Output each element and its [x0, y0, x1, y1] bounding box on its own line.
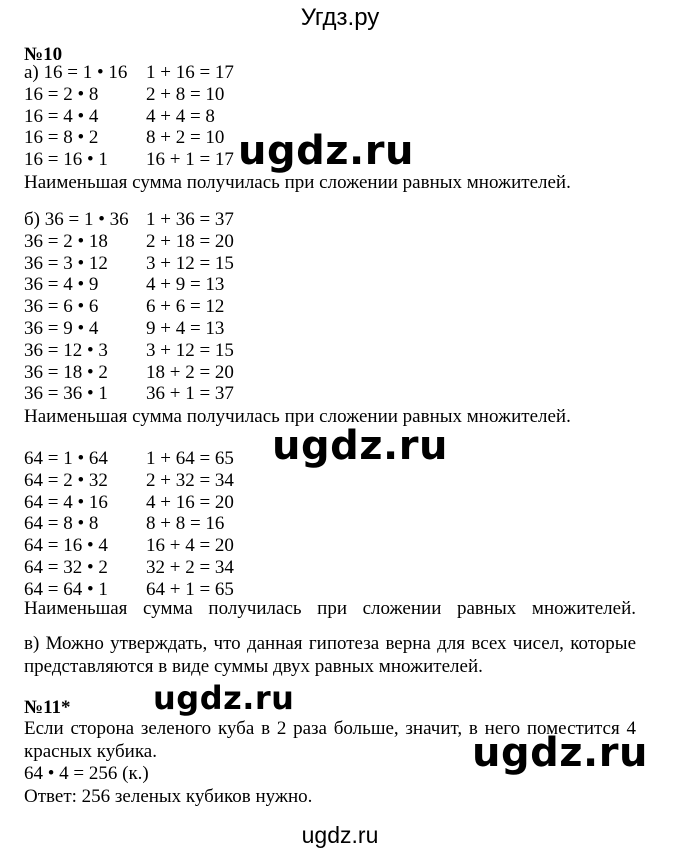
- task-10b-sum: 3 + 12 = 15: [146, 339, 234, 361]
- task-10v-line-1: в) Можно утверждать, что данная гипотеза верна для всех чисел, которые: [24, 633, 636, 654]
- task-10b-product: 36 = 3 • 12: [24, 252, 108, 274]
- task-10b-product: б) 36 = 1 • 36: [24, 209, 129, 230]
- task-10b-row: [24, 274, 234, 296]
- task-10c-conclusion-text: Наименьшая сумма получилась при сложении равных множителей.: [24, 598, 636, 619]
- watermark-1: ugdz.ru: [238, 128, 414, 174]
- task-10b-sum: 4 + 9 = 13: [146, 274, 225, 296]
- task-10a-equations: [24, 62, 234, 171]
- task-10b-row: [24, 362, 234, 384]
- task-10a-product: 16 = 16 • 1: [24, 149, 108, 171]
- task-10a-row: [24, 149, 234, 171]
- task-10b-product: 36 = 2 • 18: [24, 230, 108, 252]
- task-10a-sum: 16 + 1 = 17: [146, 149, 234, 171]
- task-10b-sum: 1 + 36 = 37: [146, 209, 234, 230]
- task-10c-product: 64 = 8 • 8: [24, 513, 99, 535]
- task-10a-row: [24, 106, 234, 128]
- task-10a-conclusion: Наименьшая сумма получилась при сложении равных множителей.: [24, 172, 571, 193]
- task-10b-sum: 6 + 6 = 12: [146, 296, 225, 318]
- task-10a-product: 16 = 8 • 2: [24, 127, 99, 149]
- task-10b-row: [24, 209, 234, 231]
- task-10c-equations: [24, 448, 234, 601]
- task-10c-row: [24, 448, 234, 470]
- task-10b-product: 36 = 12 • 3: [24, 339, 108, 361]
- task-10c-sum: 64 + 1 = 65: [146, 578, 234, 600]
- task-10b-product: 36 = 4 • 9: [24, 274, 99, 296]
- task-10b-row: [24, 340, 234, 362]
- task-10c-product: 64 = 4 • 16: [24, 491, 108, 513]
- task-10b-product: 36 = 18 • 2: [24, 361, 108, 383]
- task-10c-row: [24, 513, 234, 535]
- watermark-3: ugdz.ru: [153, 679, 295, 717]
- task-10c-sum: 32 + 2 = 34: [146, 556, 234, 578]
- task-10b-product: 36 = 6 • 6: [24, 296, 99, 318]
- footer-site-name: ugdz.ru: [301, 822, 379, 848]
- task-10b-sum: 36 + 1 = 37: [146, 383, 234, 405]
- task-10c-product: 64 = 16 • 4: [24, 535, 108, 557]
- task-10a-sum: 4 + 4 = 8: [146, 105, 215, 127]
- task-10a-row: [24, 84, 234, 106]
- task-10c-row: [24, 470, 234, 492]
- task-10b-row: [24, 253, 234, 275]
- watermark-4: ugdz.ru: [472, 730, 648, 776]
- task-10c-row: [24, 557, 234, 579]
- site-title: Угдз.ру: [300, 4, 380, 31]
- task-10b-sum: 9 + 4 = 13: [146, 317, 225, 339]
- task-10c-sum: 16 + 4 = 20: [146, 535, 234, 557]
- task-10c-product: 64 = 1 • 64: [24, 448, 108, 469]
- task-11-line-2: красных кубика.: [24, 740, 157, 762]
- task-10a-sum: 2 + 8 = 10: [146, 83, 225, 105]
- task-10c-product: 64 = 2 • 32: [24, 469, 108, 491]
- task-10c-sum: 2 + 32 = 34: [146, 469, 234, 491]
- task-10b-row: [24, 296, 234, 318]
- task-10c-sum: 8 + 8 = 16: [146, 513, 225, 535]
- task-10b-equations: [24, 209, 234, 405]
- task-10b-product: 36 = 9 • 4: [24, 317, 99, 339]
- task-10c-sum: 1 + 64 = 65: [146, 448, 234, 469]
- task-10b-sum: 3 + 12 = 15: [146, 252, 234, 274]
- task-10a-product: 16 = 2 • 8: [24, 83, 99, 105]
- task-10c-row: [24, 535, 234, 557]
- task-11-line-1: Если сторона зеленого куба в 2 раза больше, значит, в него поместится 4: [24, 718, 636, 739]
- watermark-2: ugdz.ru: [272, 423, 448, 469]
- task-10b-sum: 18 + 2 = 20: [146, 361, 234, 383]
- task-10-heading: №10: [24, 44, 63, 65]
- task-11-answer: Ответ: 256 зеленых кубиков нужно.: [24, 786, 313, 807]
- task-10c-conclusion: [24, 598, 636, 621]
- task-10v-line-2: представляются в виде суммы двух равных множителей.: [24, 655, 483, 677]
- task-10c-product: 64 = 64 • 1: [24, 578, 108, 600]
- task-10c-product: 64 = 32 • 2: [24, 556, 108, 578]
- task-10b-sum: 2 + 18 = 20: [146, 230, 234, 252]
- task-10v-paragraph: [24, 633, 636, 678]
- task-10b-row: [24, 231, 234, 253]
- task-10c-sum: 4 + 16 = 20: [146, 491, 234, 513]
- task-10a-sum: 8 + 2 = 10: [146, 127, 225, 149]
- task-10a-row: [24, 62, 234, 84]
- task-10b-row: [24, 318, 234, 340]
- task-10a-row: [24, 127, 234, 149]
- task-10c-row: [24, 492, 234, 514]
- task-10b-row: [24, 383, 234, 405]
- task-11-heading: №11*: [24, 697, 71, 718]
- task-10a-product: 16 = 4 • 4: [24, 105, 99, 127]
- task-10b-product: 36 = 36 • 1: [24, 383, 108, 405]
- task-10a-sum: 1 + 16 = 17: [146, 62, 234, 83]
- task-11-calculation: 64 • 4 = 256 (к.): [24, 763, 149, 784]
- task-10b-conclusion: Наименьшая сумма получилась при сложении равных множителей.: [24, 406, 571, 427]
- task-10a-product: а) 16 = 1 • 16: [24, 62, 128, 83]
